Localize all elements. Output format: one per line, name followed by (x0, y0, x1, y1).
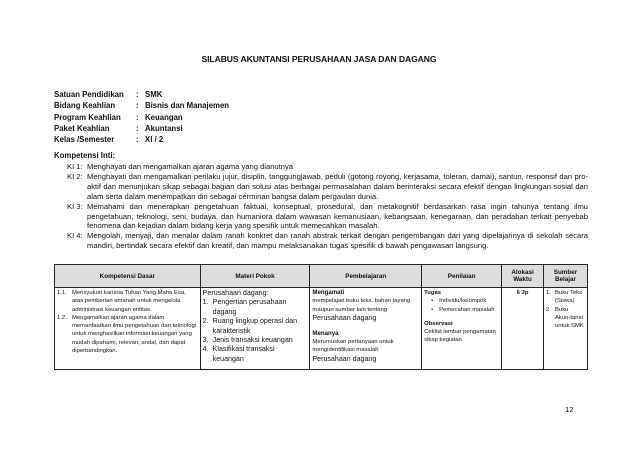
header-penilaian: Penilaian (422, 265, 502, 288)
materi-number: 4. (202, 345, 209, 354)
info-value: Akuntansi (145, 123, 183, 133)
header-pembelajaran: Pembelajaran (310, 265, 422, 288)
materi-item (203, 345, 308, 364)
sumber-text: Buku Akun-tansi untuk SMK (555, 306, 584, 330)
penilaian-heading: Tugas (424, 290, 442, 296)
cell-kompetensi-dasar (55, 288, 201, 370)
header-kompetensi-dasar: Kompetensi Dasar (55, 265, 201, 288)
sumber-item (546, 306, 585, 331)
sumber-text: Buku Teks (Siswa) (555, 290, 583, 305)
materi-text: Pengertian perusahaan dagang (212, 298, 287, 316)
syllabus-table (54, 264, 588, 370)
info-sep: : (136, 123, 139, 133)
info-label: Bidang Keahlian (54, 101, 116, 111)
cell-materi-pokok (200, 288, 310, 370)
info-sep: : (136, 101, 139, 111)
pembelajaran-topic: Perusahaan dagang (312, 313, 377, 322)
ki-text: Menghayati dan mengamalkan perilaku jujur, disiplin, tanggungjawab, peduli (gotong royong, kerjasama, toleran, damai), santun, responsif dan pro-aktif dan menunjukan sikap sebagai bagian dari solusi atas berbagai permasalahan dalam berinteraksi secara efektif dengan lingkungan sosial dan alam serta dalam menempatkan diri sebagai cerminan bangsa dalam pergaulan dunia. (87, 171, 588, 201)
materi-number: 3. (202, 336, 209, 345)
ki-number: KI 4: (67, 231, 83, 241)
materi-text: Klasifikasi transaksi keuangan (212, 345, 275, 363)
pembelajaran-heading: Menanya (312, 329, 339, 337)
cell-penilaian (422, 288, 502, 370)
ki-number: KI 3: (67, 201, 83, 211)
ki-item (54, 172, 588, 202)
info-label: Kelas /Semester (54, 135, 115, 145)
info-row (54, 112, 229, 123)
info-row (54, 100, 229, 111)
header-materi-pokok: Materi Pokok (200, 265, 310, 288)
info-sep: : (136, 112, 139, 122)
page-number: 12 (565, 405, 574, 414)
info-label: Satuan Pendidikan (54, 90, 124, 99)
document-title: SILABUS AKUNTANSI PERUSAHAAN JASA DAN DAGANG (201, 54, 437, 64)
sumber-number: 1. (546, 290, 551, 296)
sumber-item (546, 289, 585, 306)
cell-sumber-belajar (544, 288, 588, 370)
kd-number: 1.1. (57, 290, 67, 296)
materi-title: Perusahaan dagang: (202, 289, 269, 297)
materi-number: 1. (202, 298, 209, 307)
materi-text: Jenis transaksi keuangan (212, 336, 293, 345)
materi-item (203, 336, 308, 345)
ki-item (54, 202, 588, 232)
cell-alokasi-waktu: 6 Jp (502, 288, 544, 370)
materi-item (203, 317, 308, 336)
info-row (54, 89, 229, 100)
info-row (54, 123, 229, 134)
kd-number: 1.2. (57, 314, 67, 321)
kd-item (57, 289, 198, 314)
pembelajaran-heading: Mengamati (312, 289, 345, 296)
penilaian-list (424, 297, 499, 314)
ki-number: KI 1: (67, 162, 83, 171)
info-label: Program Keahlian (54, 112, 121, 122)
pembelajaran-text: mempelajari buku teks, bahan tayang maupun sumber lain tentang (312, 298, 411, 313)
table-header-row (55, 265, 588, 288)
ki-heading: Kompetensi Inti: (54, 151, 116, 160)
info-value: Keuangan (145, 112, 183, 122)
info-value: SMK (145, 90, 163, 99)
penilaian-text: Ceklist lembar pengamatan sikap kegiatan (424, 329, 496, 344)
info-value: Bisnis dan Manajemen (145, 101, 230, 111)
info-value: XI / 2 (145, 135, 164, 145)
header-alokasi-waktu: Alokasi Waktu (502, 265, 544, 288)
info-sep: : (136, 135, 139, 145)
kd-text: Mengamalkan ajaran agama dalam memanfaatkan ilmu pengetahuan dan teknologi untuk menghasilkan informasi keuangan yang mudah dipahami, relevan, andal, dan dapat diperbandingkan. (72, 314, 197, 355)
info-sep: : (136, 90, 139, 99)
info-label: Paket Keahlian (54, 123, 110, 133)
list-item: • Pemecahan masalah (433, 306, 499, 314)
ki-item (54, 162, 588, 172)
identity-block (54, 89, 229, 145)
info-row (54, 134, 229, 145)
pembelajaran-topic: Perusahaan dagang (312, 354, 377, 363)
list-item: • Individu/kelompok (433, 297, 499, 305)
ki-text: Memahami dan menerapkan pengetahuan faktual, konseptual, prosedural, dan metakognitif berdasarkan rasa ingin tahunya tentang ilmu pengetahuan, teknologi, seni, budaya, dan humaniora dalam wawasan kemanusiaan, kebangsaan, kenegaraan, dan peradaban terkait penyebab fenomena dan kejadian dalam bidang kerja yang spesifik untuk memecahkan masalah. (87, 201, 588, 231)
ki-text: Menghayati dan mengamalkan ajaran agama yang dianutnya (87, 162, 294, 171)
ki-item (54, 231, 588, 251)
pembelajaran-text: Merumuskan pertanyaan untuk mengidentifikasi masalah (312, 339, 394, 354)
ki-list (54, 162, 588, 251)
header-sumber-belajar: Sumber Belajar (544, 265, 588, 288)
ki-text: Mengolah, menyaji, dan menalar dalam ranah konkret dan ranah abstrak terkait dengan pengembangan dari yang dipelajarinya di sekolah secara mandiri, bertindak secara efektif dan kreatif, dan mampu melaksanakan tugas spesifik di bawah pengawasan langsung. (87, 231, 588, 251)
penilaian-heading: Observasi (424, 320, 453, 327)
kd-item (57, 314, 198, 355)
materi-item (203, 298, 308, 317)
materi-text: Ruang lingkup operasi dan karakteristik (212, 317, 298, 335)
materi-number: 2. (202, 317, 209, 326)
table-row (55, 288, 588, 370)
cell-pembelajaran (310, 288, 422, 370)
ki-number: KI 2: (67, 171, 83, 181)
kd-text: Mensyukuri karunia Tuhan Yang Maha Esa, atas pemberian amanah untuk mengelola administrasi keuangan entitas. (72, 290, 186, 313)
sumber-number: 2. (546, 306, 551, 313)
